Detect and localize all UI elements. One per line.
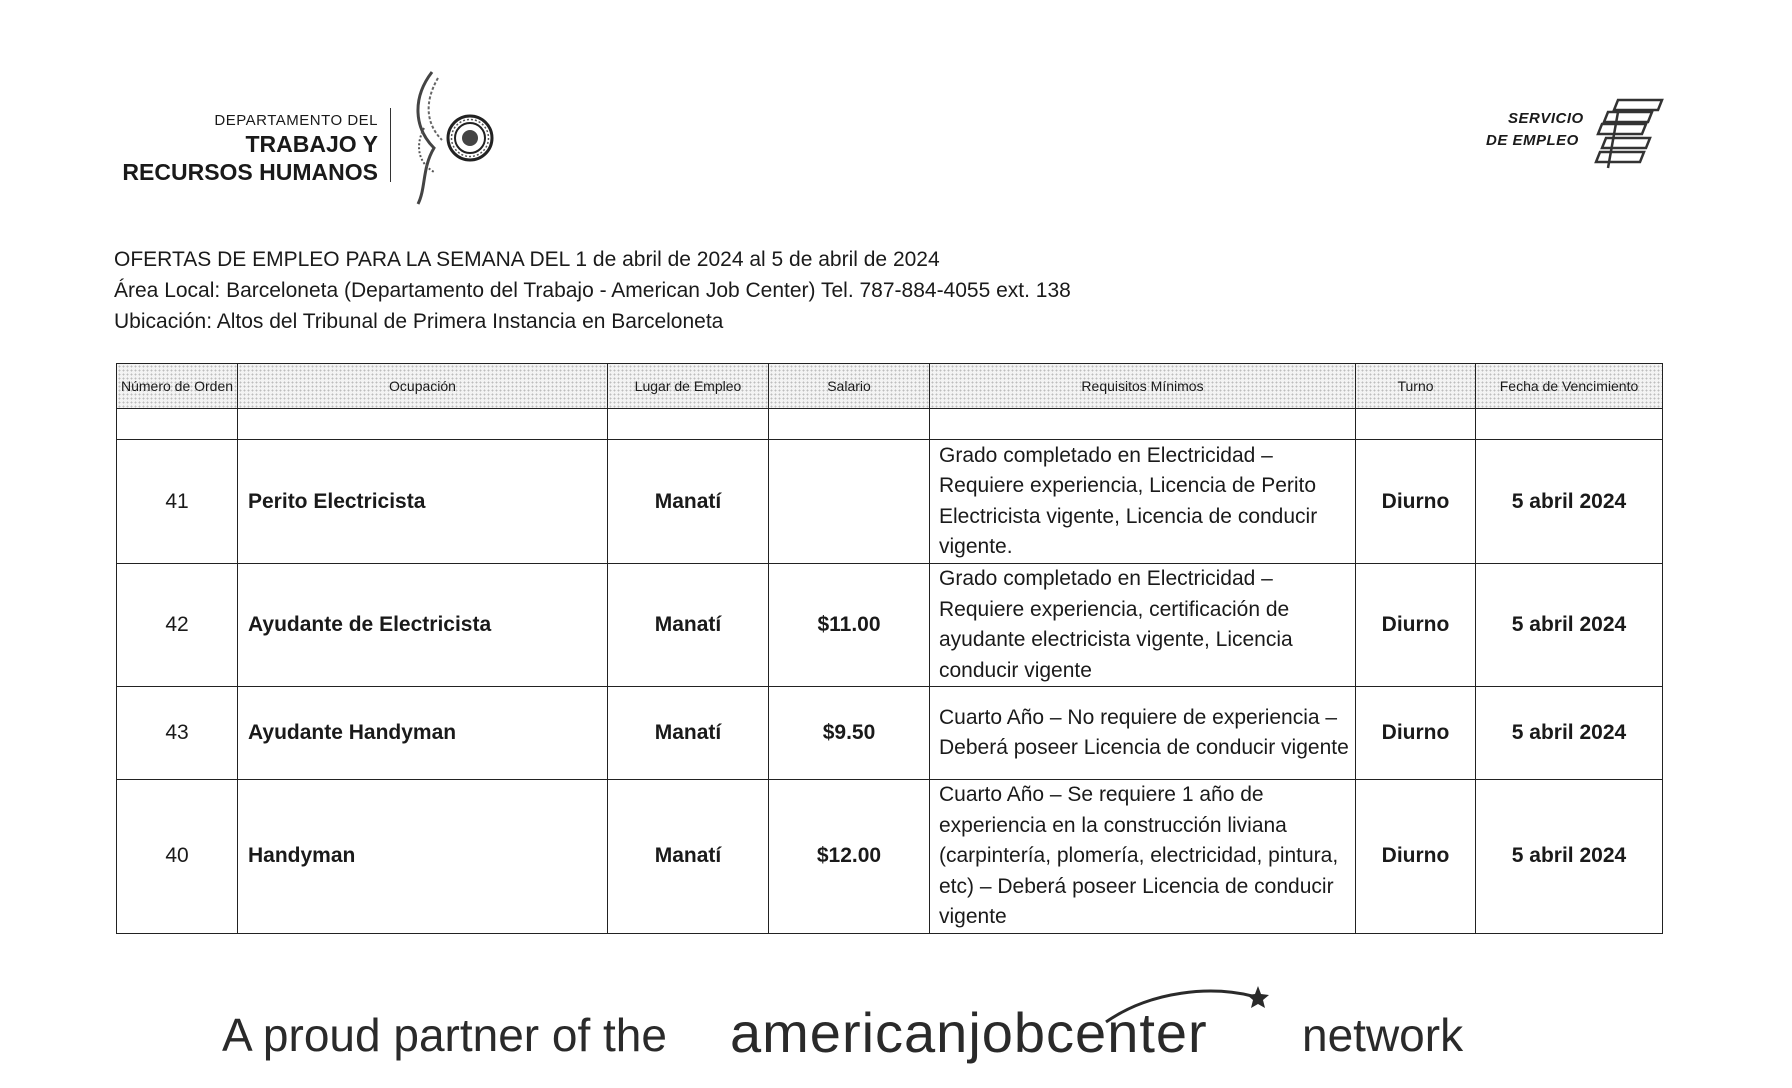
shift: Diurno [1356,440,1476,564]
header-requirements: Requisitos Mínimos [930,364,1356,409]
department-name [108,112,378,186]
header-place: Lugar de Empleo [608,364,769,409]
spacer-cell [930,409,1356,440]
dept-line-1: DEPARTAMENTO DEL [214,112,378,129]
shift: Diurno [1356,780,1476,934]
order-number: 40 [117,780,238,934]
salary: $9.50 [769,687,930,780]
expiration-date: 5 abril 2024 [1476,564,1663,687]
order-number: 43 [117,687,238,780]
job-place: Manatí [608,440,769,564]
requirements: Cuarto Año – No requiere de experiencia – Deberá poseer Licencia de conducir vigente [930,687,1356,780]
table-header-row [117,364,1663,409]
footer-brand: americanjobcenter [730,1001,1208,1064]
occupation: Ayudante Handyman [238,687,608,780]
job-place: Manatí [608,564,769,687]
dept-line-2: TRABAJO Y [245,131,378,157]
spacer-cell [238,409,608,440]
partner-footer [222,1000,1522,1070]
spacer-cell [1476,409,1663,440]
requirements: Grado completado en Electricidad – Requiere experiencia, Licencia de Perito Electricista vigente, Licencia de conducir vigente. [930,440,1356,564]
seal-emblem-icon [404,68,504,208]
table-spacer-row [117,409,1663,440]
requirements: Cuarto Año – Se requiere 1 año de experiencia en la construcción liviana (carpintería, plomería, electricidad, pintura, etc) – Deberá poseer Licencia de conducir vigente [930,780,1356,934]
servicio-empleo-logo [1470,98,1666,172]
shift: Diurno [1356,687,1476,780]
dept-line-3: RECURSOS HUMANOS [122,159,378,185]
job-place: Manatí [608,780,769,934]
header-occupation: Ocupación [238,364,608,409]
job-offers-table [116,363,1663,934]
footer-tagline: A proud partner of the [222,1009,667,1061]
order-number: 41 [117,440,238,564]
spacer-cell [1356,409,1476,440]
dept-divider [390,108,391,182]
heading-week-line: OFERTAS DE EMPLEO PARA LA SEMANA DEL 1 de abril de 2024 al 5 de abril de 2024 [114,248,940,271]
header-shift: Turno [1356,364,1476,409]
table-row [117,564,1663,687]
expiration-date: 5 abril 2024 [1476,687,1663,780]
spacer-cell [117,409,238,440]
table-row [117,687,1663,780]
expiration-date: 5 abril 2024 [1476,780,1663,934]
occupation: Handyman [238,780,608,934]
footer-network: network [1302,1009,1464,1061]
salary [769,440,930,564]
servicio-line-1: SERVICIO [1508,110,1584,127]
occupation: Perito Electricista [238,440,608,564]
expiration-date: 5 abril 2024 [1476,440,1663,564]
table-row [117,780,1663,934]
heading-location-line: Ubicación: Altos del Tribunal de Primera Instancia en Barceloneta [114,310,724,333]
salary: $12.00 [769,780,930,934]
occupation: Ayudante de Electricista [238,564,608,687]
servicio-line-2: DE EMPLEO [1486,132,1579,149]
table-row [117,440,1663,564]
stripes-logo-icon [1588,98,1666,172]
job-place: Manatí [608,687,769,780]
shift: Diurno [1356,564,1476,687]
swoosh-star-icon [1102,978,1272,1028]
order-number: 42 [117,564,238,687]
header-expiration: Fecha de Vencimiento [1476,364,1663,409]
header-salary: Salario [769,364,930,409]
requirements: Grado completado en Electricidad – Requiere experiencia, certificación de ayudante electricista vigente, Licencia conducir vigente [930,564,1356,687]
header-order-number: Número de Orden [117,364,238,409]
salary: $11.00 [769,564,930,687]
heading-area-line: Área Local: Barceloneta (Departamento del Trabajo - American Job Center) Tel. 787-884-4055 ext. 138 [114,279,1071,302]
spacer-cell [608,409,769,440]
page-heading [114,244,1071,337]
spacer-cell [769,409,930,440]
